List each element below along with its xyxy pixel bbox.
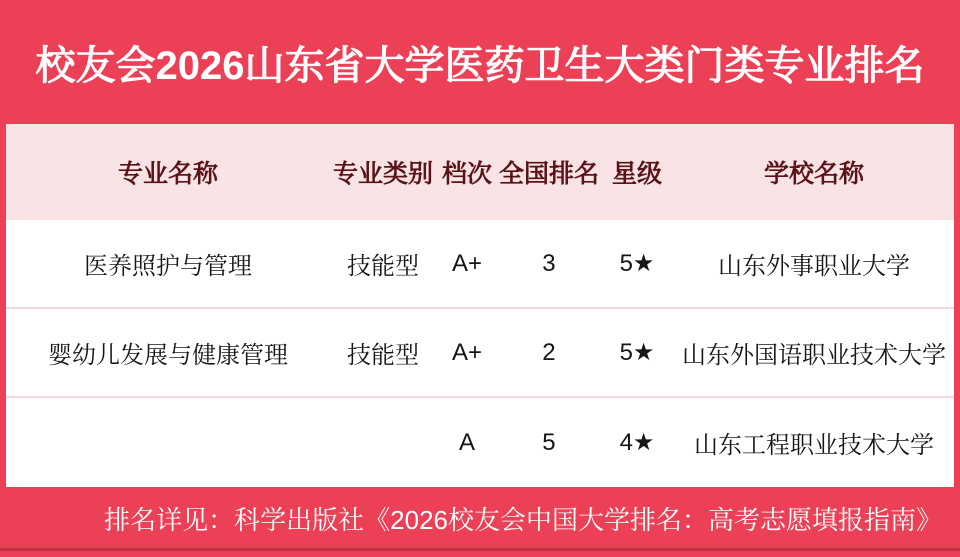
footer: [0, 487, 960, 557]
cell-star: 5★: [619, 250, 655, 277]
table-row: [6, 220, 954, 309]
table-row: [6, 398, 954, 487]
source-note: 排名详见：科学出版社《2026校友会中国大学排名：高考志愿填报指南》: [104, 504, 942, 535]
table-header-row: [6, 124, 954, 220]
cell-grade: A+: [451, 249, 482, 277]
cell-major: 婴幼儿发展与健康管理: [48, 342, 288, 369]
cell-category: 技能型: [347, 342, 419, 369]
cell-national-rank: 5: [542, 428, 556, 456]
cell-grade: A: [458, 428, 475, 456]
title-bar: [0, 0, 960, 124]
column-header-school: 学校名称: [763, 160, 864, 188]
column-header-major: 专业名称: [118, 160, 219, 188]
table-row: [6, 309, 954, 398]
footer-accent-line: [0, 548, 960, 551]
cell-major: 医养照护与管理: [84, 253, 252, 280]
cell-school: 山东外事职业大学: [717, 253, 910, 280]
cell-national-rank: 3: [542, 249, 556, 277]
cell-star: 4★: [619, 429, 655, 456]
column-header-star: 星级: [611, 160, 662, 188]
cell-school: 山东外国语职业技术大学: [681, 342, 946, 369]
cell-star: 5★: [619, 339, 655, 366]
cell-school: 山东工程职业技术大学: [693, 432, 934, 459]
column-header-national-rank: 全国排名: [498, 160, 599, 188]
cell-category: 技能型: [347, 253, 419, 280]
table-body: [6, 220, 954, 487]
column-header-grade: 档次: [441, 160, 492, 188]
ranking-table: [6, 124, 954, 487]
cell-grade: A+: [451, 338, 482, 366]
column-header-category: 专业类别: [333, 160, 434, 188]
page-title: 校友会2026山东省大学医药卫生大类门类专业排名: [35, 43, 925, 88]
cell-national-rank: 2: [542, 338, 556, 366]
